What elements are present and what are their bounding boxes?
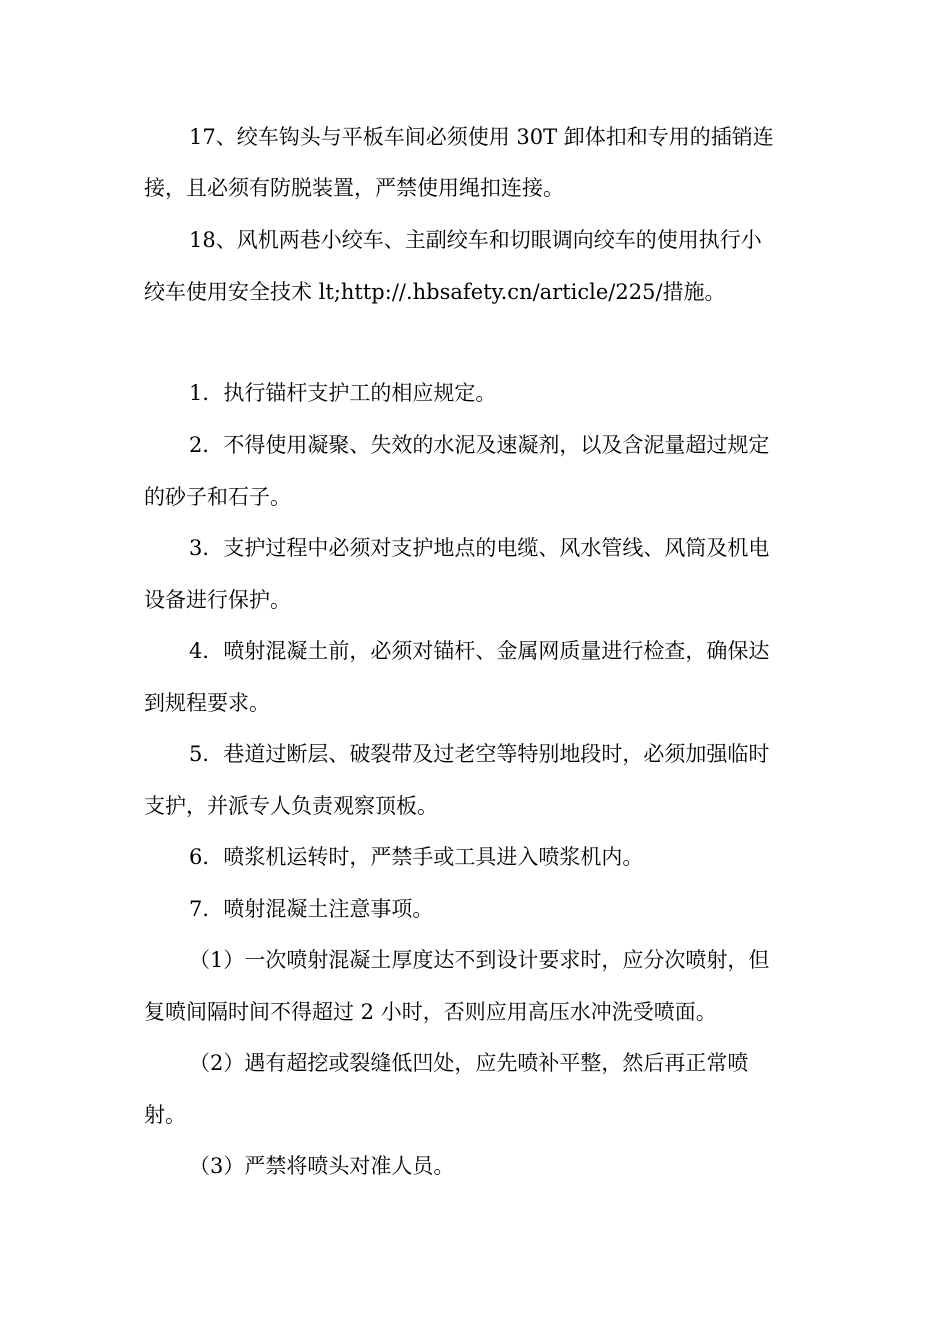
subitem-1-line-1: （1）一次喷射混凝土厚度达不到设计要求时，应分次喷射，但 <box>189 948 770 972</box>
item-5-line-1: 5．巷道过断层、破裂带及过老空等特别地段时，必须加强临时 <box>189 742 770 766</box>
item-2-line-1: 2．不得使用凝聚、失效的水泥及速凝剂，以及含泥量超过规定 <box>189 433 770 457</box>
subitem-2-line-1: （2）遇有超挖或裂缝低凹处，应先喷补平整，然后再正常喷 <box>189 1051 749 1075</box>
item-3-line-2: 设备进行保护。 <box>144 588 291 612</box>
paragraph-17-line-1: 17、绞车钩头与平板车间必须使用 30T 卸体扣和专用的插销连 <box>189 125 774 149</box>
item-2-line-2: 的砂子和石子。 <box>144 485 291 509</box>
paragraph-18-line-1: 18、风机两巷小绞车、主副绞车和切眼调向绞车的使用执行小 <box>189 228 762 252</box>
item-5-line-2: 支护，并派专人负责观察顶板。 <box>144 794 438 818</box>
item-4-line-1: 4．喷射混凝土前，必须对锚杆、金属网质量进行检查，确保达 <box>189 639 770 663</box>
paragraph-17-line-2: 接，且必须有防脱装置，严禁使用绳扣连接。 <box>144 176 564 200</box>
paragraph-18-line-2: 绞车使用安全技术 lt;http://.hbsafety.cn/article/225/措施。 <box>144 280 726 304</box>
subitem-1-line-2: 复喷间隔时间不得超过 2 小时，否则应用高压水冲洗受喷面。 <box>144 1000 717 1024</box>
subitem-3: （3）严禁将喷头对准人员。 <box>189 1154 455 1178</box>
subitem-2-line-2: 射。 <box>144 1103 186 1127</box>
item-4-line-2: 到规程要求。 <box>144 691 270 715</box>
item-6: 6．喷浆机运转时，严禁手或工具进入喷浆机内。 <box>189 845 644 869</box>
item-3-line-1: 3．支护过程中必须对支护地点的电缆、风水管线、风筒及机电 <box>189 536 770 560</box>
item-1: 1．执行锚杆支护工的相应规定。 <box>189 381 497 405</box>
item-7: 7．喷射混凝土注意事项。 <box>189 897 434 921</box>
